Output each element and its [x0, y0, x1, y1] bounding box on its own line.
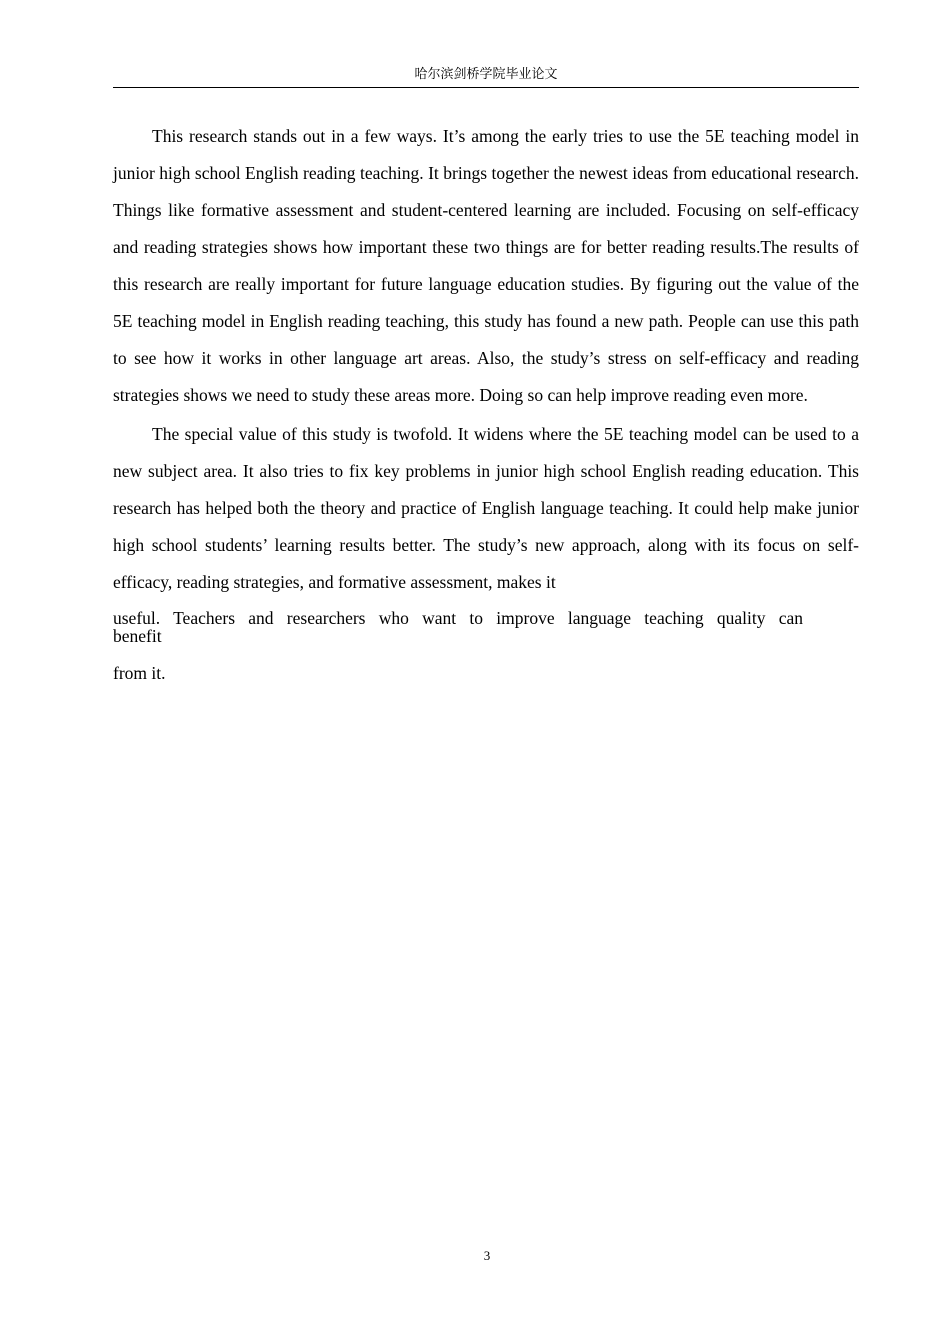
paragraph-4: from it. [113, 663, 166, 683]
page-number: 3 [483, 1248, 491, 1263]
page-header [113, 65, 859, 88]
body-text [113, 118, 859, 692]
paragraph-2: The special value of this study is twofold. It widens where the 5E teaching model can be used to a new subject area. It also tries to fix key problems in junior high school English reading education. This research has helped both the theory and practice of English language teaching. It could help make junior high school students’ learning results better. The study’s new approach, along with its focus on self-efficacy, reading strategies, and formative assessment, makes it [113, 424, 859, 592]
paragraph-3: useful. Teachers and researchers who want to improve language teaching quality can benefit [113, 608, 803, 646]
header-title: 哈尔滨剑桥学院毕业论文 [414, 67, 558, 82]
paragraph-1: This research stands out in a few ways. It’s among the early tries to use the 5E teaching model in junior high school English reading teaching. It brings together the newest ideas from educational research. Things like formative assessment and student-centered learning are included. Focusing on self-efficacy and reading strategies shows how important these two things are for better reading results.The results of this research are really important for future language education studies. By figuring out the value of the 5E teaching model in English reading teaching, this study has found a new path. People can use this path to see how it works in other language art areas. Also, the study’s stress on self-efficacy and reading strategies shows we need to study these areas more. Doing so can help improve reading even more. [113, 126, 859, 405]
